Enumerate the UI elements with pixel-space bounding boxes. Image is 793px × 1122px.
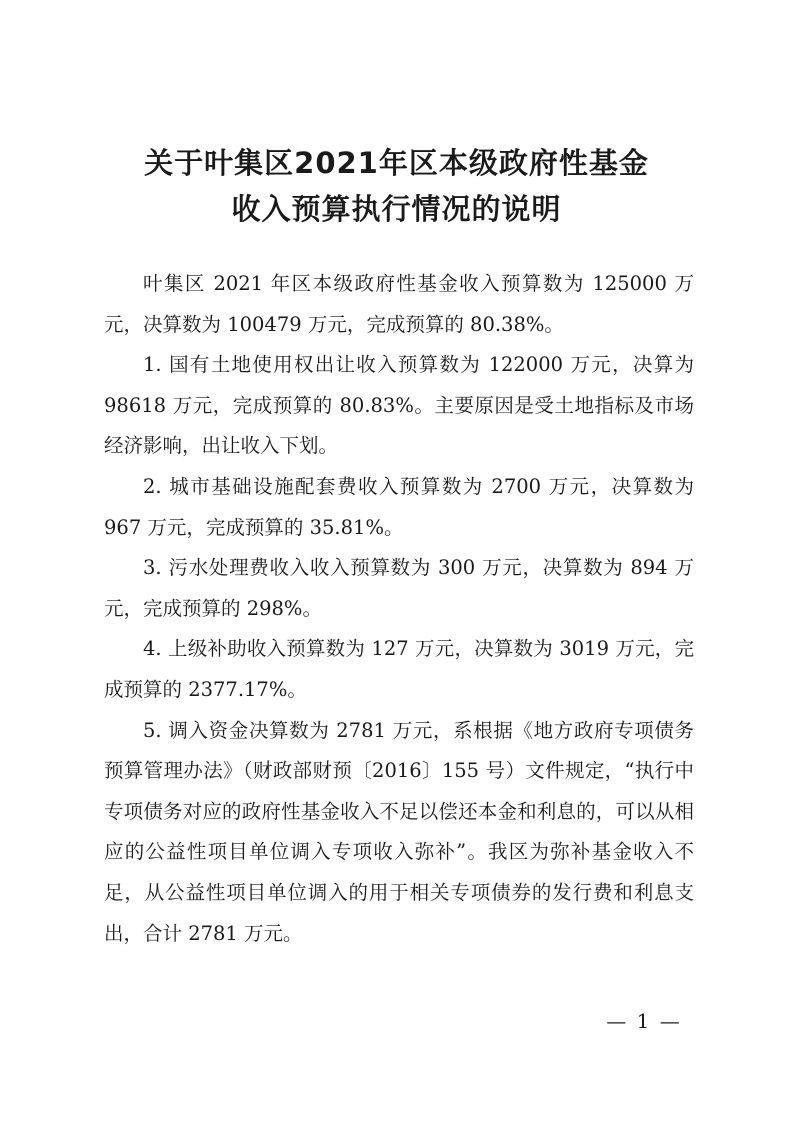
document-title-line-1: 关于叶集区2021年区本级政府性基金 — [144, 146, 649, 180]
document-body — [104, 264, 694, 954]
paragraph-subsidy: 4. 上级补助收入预算数为 127 万元，决算数为 3019 万元，完成预算的 2377.17%。 — [104, 637, 694, 701]
document-title-line-2: 收入预算执行情况的说明 — [231, 192, 562, 226]
paragraph-transferred-funds: 5. 调入资金决算数为 2781 万元，系根据《地方政府专项债务预算管理办法》（财政部财预〔2016〕155 号）文件规定，“执行中专项债务对应的政府性基金收入不足以偿还本金和利息的，可以从相应的公益性项目单位调入专项收入弥补”。我区为弥补基金收入不足，从公益性项目单位调入的用于相关专项债券的发行费和利息支出，合计 2781 万元。 — [104, 718, 694, 945]
paragraph-sewage-fee: 3. 污水处理费收入收入预算数为 300 万元，决算数为 894 万元，完成预算的 298%。 — [104, 556, 694, 620]
paragraph-infrastructure-fee: 2. 城市基础设施配套费收入预算数为 2700 万元，决算数为 967 万元，完成预算的 35.81%。 — [104, 474, 694, 539]
paragraph-summary: 叶集区 2021 年区本级政府性基金收入预算数为 125000 万元，决算数为 100479 万元，完成预算的 80.38%。 — [104, 272, 694, 336]
page-number: — 1 — — [606, 1009, 682, 1033]
paragraph-land-use: 1. 国有土地使用权出让收入预算数为 122000 万元，决算为 98618 万元，完成预算的 80.83%。主要原因是受土地指标及市场经济影响，出让收入下划。 — [104, 353, 694, 458]
